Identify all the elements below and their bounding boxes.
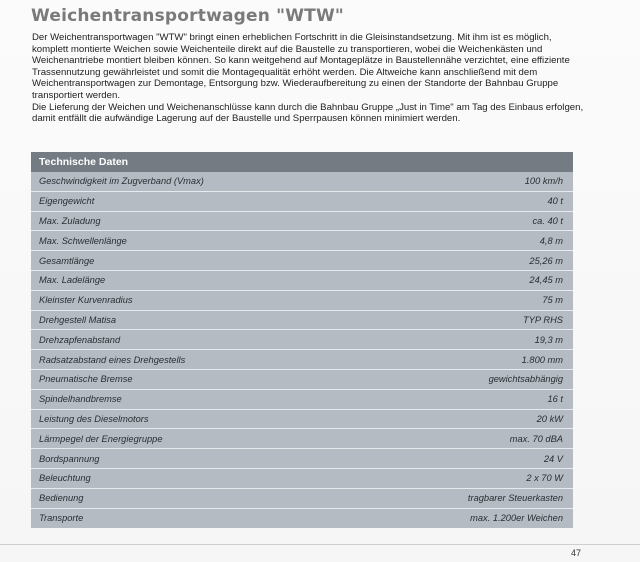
row-value: 16 t [547,394,563,405]
intro-paragraph: Der Weichentransportwagen "WTW" bringt einen erheblichen Fortschritt in die Gleisinstandsetzung. Mit ihm ist es möglich, komplett montierte Weichen sowie Weichenteile direkt auf die Baustelle zu transportieren, wobei die Weichenkästen und Weichenantriebe montiert bleiben können. So kann weitgehend auf Montageplätze in Baustellennähe verzichtet, eine effiziente Trassennutzung gewährleistet und somit die Montagequalität erhöht werden. Die Altweiche kann anschließend mit dem Weichentransportwagen zur Demontage, Entsorgung bzw. Wiederaufbereitung zu einen der Standorte der Bahnbau Gruppe transportiert werden. [32,32,570,101]
table-row [31,449,573,469]
row-label: Geschwindigkeit im Zugverband (Vmax) [39,176,204,187]
intro-text [32,32,588,125]
table-row [31,251,573,271]
row-label: Bedienung [39,493,84,504]
table-row [31,350,573,370]
table-row [31,410,573,430]
table-row [31,212,573,232]
table-row [31,311,573,331]
page-title: Weichentransportwagen "WTW" [31,6,344,26]
row-label: Pneumatische Bremse [39,374,133,385]
row-label: Max. Ladelänge [39,275,106,286]
row-value: 40 t [547,196,563,207]
table-row [31,429,573,449]
row-value: max. 1.200er Weichen [470,513,563,524]
row-label: Kleinster Kurvenradius [39,295,133,306]
row-value: 20 kW [536,413,563,424]
page-divider [0,544,640,545]
row-label: Max. Schwellenlänge [39,235,127,246]
row-value: tragbarer Steuerkasten [467,493,563,504]
table-body [31,172,573,528]
row-value: ca. 40 t [532,215,563,226]
intro-paragraph: Die Lieferung der Weichen und Weichenanschlüsse kann durch die Bahnbau Gruppe „Just in Time" am Tag des Einbaus erfolgen, damit entfällt die aufwändige Lagerung auf der Baustelle und Sperrpausen können minimiert werden. [32,101,584,125]
row-label: Bordspannung [39,453,100,464]
table-row [31,291,573,311]
row-label: Beleuchtung [39,473,91,484]
row-value: 4,8 m [539,235,563,246]
row-label: Spindelhandbremse [39,394,122,405]
row-label: Radsatzabstand eines Drehgestells [39,354,186,365]
row-value: 1.800 mm [521,354,563,365]
table-row [31,370,573,390]
row-value: 24,45 m [529,275,563,286]
table-row [31,231,573,251]
table-header: Technische Daten [31,152,573,172]
row-value: TYP RHS [523,314,563,325]
row-value: max. 70 dBA [509,433,563,444]
row-value: 24 V [543,453,563,464]
row-label: Transporte [39,513,84,524]
table-row [31,509,573,529]
table-row [31,271,573,291]
table-row [31,172,573,192]
row-value: 75 m [542,295,563,306]
technical-data-table [31,152,573,528]
row-label: Eigengewicht [39,196,95,207]
row-label: Lärmpegel der Energiegruppe [39,433,163,444]
row-value: 19,3 m [534,334,563,345]
row-value: 100 km/h [524,176,563,187]
table-row [31,192,573,212]
row-label: Drehgestell Matisa [39,314,116,325]
row-label: Max. Zuladung [39,215,101,226]
table-row [31,390,573,410]
row-label: Drehzapfenabstand [39,334,121,345]
table-row [31,330,573,350]
page-number: 47 [571,548,582,558]
row-label: Gesamtlänge [39,255,95,266]
row-value: 25,26 m [529,255,563,266]
row-value: gewichtsabhängig [488,374,563,385]
table-row [31,469,573,489]
row-value: 2 x 70 W [526,473,563,484]
table-row [31,489,573,509]
row-label: Leistung des Dieselmotors [39,413,149,424]
